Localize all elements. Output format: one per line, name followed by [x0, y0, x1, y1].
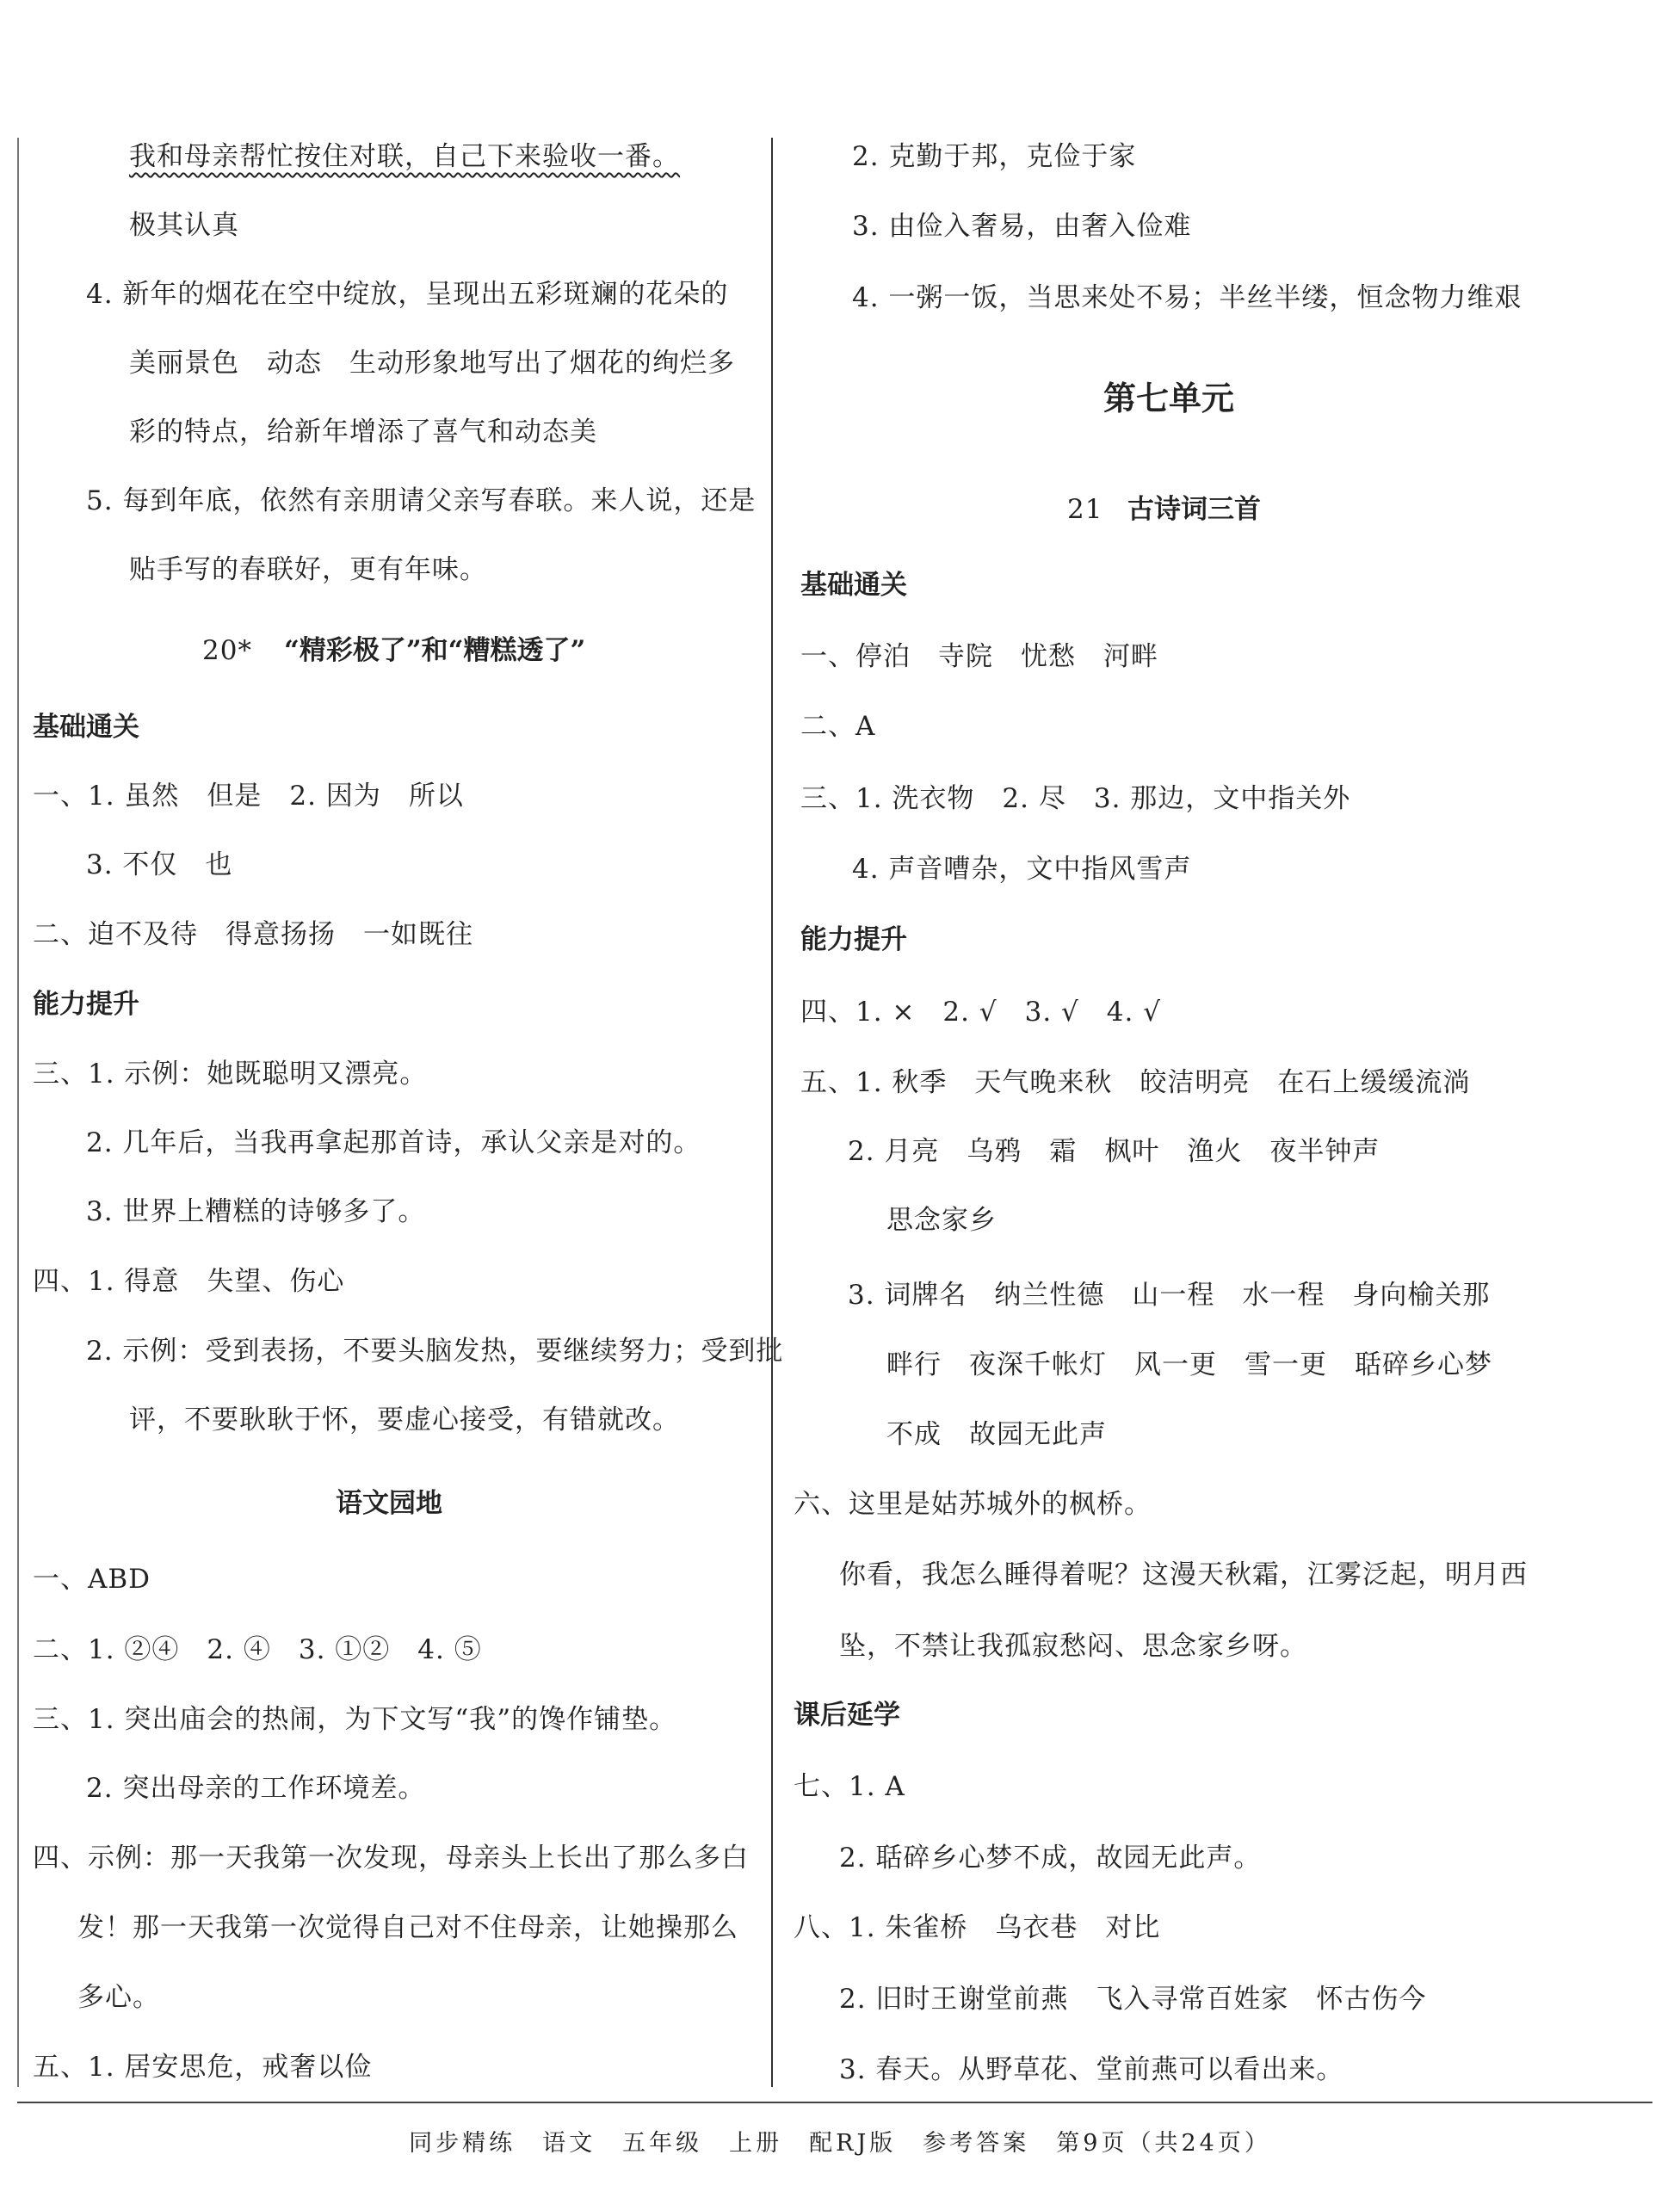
answer-line: 5. 每到年底，依然有亲朋请父亲写春联。来人说，还是: [86, 485, 757, 516]
answer-line: 3. 词牌名 纳兰性德 山一程 水一程 身向榆关那: [848, 1280, 1491, 1311]
answer-line: 四、示例：那一天我第一次发现，母亲头上长出了那么多白: [33, 1843, 749, 1874]
answer-line: 四、1. 得意 失望、伤心: [33, 1266, 345, 1297]
answer-line: 五、1. 居安思危，戒奢以俭: [33, 2052, 373, 2083]
answer-line: 坠，不禁让我孤寂愁闷、思念家乡呀。: [839, 1631, 1307, 1662]
lesson-title: 古诗词三首: [1127, 494, 1261, 525]
unit-title: 第七单元: [1103, 380, 1235, 417]
footer-rule: [17, 2102, 1652, 2103]
answer-line: 三、1. 示例：她既聪明又漂亮。: [33, 1059, 428, 1090]
answer-line: 二、A: [800, 711, 876, 742]
answer-line: 4. 声音嘈杂，文中指风雪声: [852, 854, 1192, 885]
answer-line: 多心。: [77, 1982, 160, 2013]
left-margin-rule: [17, 138, 19, 2087]
answer-line: 贴手写的春联好，更有年味。: [129, 554, 487, 585]
answer-line: 四、1. × 2. √ 3. √ 4. √: [800, 997, 1161, 1028]
section-heading: 能力提升: [800, 924, 907, 955]
answer-line: 2. 几年后，当我再拿起那首诗，承认父亲是对的。: [86, 1127, 701, 1158]
answer-line: 评，不要耿耿于怀，要虚心接受，有错就改。: [129, 1405, 680, 1435]
section-heading: 基础通关: [800, 570, 907, 601]
answer-line: 一、ABD: [33, 1564, 151, 1595]
section-heading: 能力提升: [33, 989, 139, 1020]
answer-line: 彩的特点，给新年增添了喜气和动态美: [129, 417, 597, 448]
answer-line: 我和母亲帮忙按住对联，自己下来验收一番。: [129, 141, 680, 172]
answer-line: 4. 新年的烟花在空中绽放，呈现出五彩斑斓的花朵的: [86, 279, 729, 310]
answer-line: 2. 示例：受到表扬，不要头脑发热，要继续努力；受到批: [86, 1336, 784, 1367]
answer-line: 2. 旧时王谢堂前燕 飞入寻常百姓家 怀古伤今: [839, 1984, 1427, 2015]
answer-line: 美丽景色 动态 生动形象地写出了烟花的绚烂多: [129, 348, 735, 379]
answer-line: 三、1. 突出庙会的热闹，为下文写“我”的馋作铺垫。: [33, 1704, 677, 1735]
answer-line: 三、1. 洗衣物 2. 尽 3. 那边，文中指关外: [800, 783, 1351, 814]
lesson-number: 21: [1067, 494, 1103, 525]
answer-line: 3. 由俭入奢易，由奢入俭难: [852, 211, 1192, 242]
answer-line: 思念家乡: [886, 1205, 997, 1236]
page-footer: 同步精练 语文 五年级 上册 配RJ版 参考答案 第9页（共24页）: [409, 2130, 1271, 2157]
answer-line: 你看，我怎么睡得着呢？这漫天秋霜，江雾泛起，明月西: [839, 1559, 1528, 1590]
answer-line: 八、1. 朱雀桥 乌衣巷 对比: [794, 1912, 1161, 1943]
answer-line: 3. 不仅 也: [86, 849, 233, 880]
answer-line: 不成 故园无此声: [886, 1419, 1107, 1450]
answer-line: 六、这里是姑苏城外的枫桥。: [794, 1489, 1152, 1520]
section-heading: 基础通关: [33, 712, 139, 743]
column-divider: [771, 138, 773, 2087]
answer-line: 一、停泊 寺院 忧愁 河畔: [800, 641, 1158, 672]
answer-line: 七、1. A: [794, 1771, 905, 1802]
answer-line: 4. 一粥一饭，当思来处不易；半丝半缕，恒念物力维艰: [852, 282, 1522, 313]
answer-line: 2. 克勤于邦，克俭于家: [852, 141, 1137, 172]
answer-line: 2. 聒碎乡心梦不成，故园无此声。: [839, 1843, 1262, 1874]
answer-line: 2. 突出母亲的工作环境差。: [86, 1773, 426, 1804]
section-title: 语文园地: [336, 1488, 442, 1519]
answer-line: 2. 月亮 乌鸦 霜 枫叶 渔火 夜半钟声: [848, 1136, 1380, 1167]
answer-line: 发！那一天我第一次觉得自己对不住母亲，让她操那么: [77, 1912, 738, 1943]
answer-line: 3. 世界上糟糕的诗够多了。: [86, 1196, 426, 1227]
lesson-title: “精彩极了”和“糟糕透了”: [284, 635, 586, 666]
answer-line: 二、迫不及待 得意扬扬 一如既往: [33, 919, 473, 950]
answer-line: 一、1. 虽然 但是 2. 因为 所以: [33, 781, 464, 812]
section-heading: 课后延学: [794, 1700, 900, 1731]
answer-line: 二、1. ②④ 2. ④ 3. ①② 4. ⑤: [33, 1634, 482, 1665]
answer-line: 五、1. 秋季 天气晚来秋 皎洁明亮 在石上缓缓流淌: [800, 1067, 1471, 1098]
lesson-number: 20*: [202, 635, 252, 666]
answer-line: 畔行 夜深千帐灯 风一更 雪一更 聒碎乡心梦: [886, 1349, 1492, 1380]
answer-line: 极其认真: [129, 210, 239, 241]
answer-line: 3. 春天。从野草花、堂前燕可以看出来。: [839, 2054, 1344, 2085]
